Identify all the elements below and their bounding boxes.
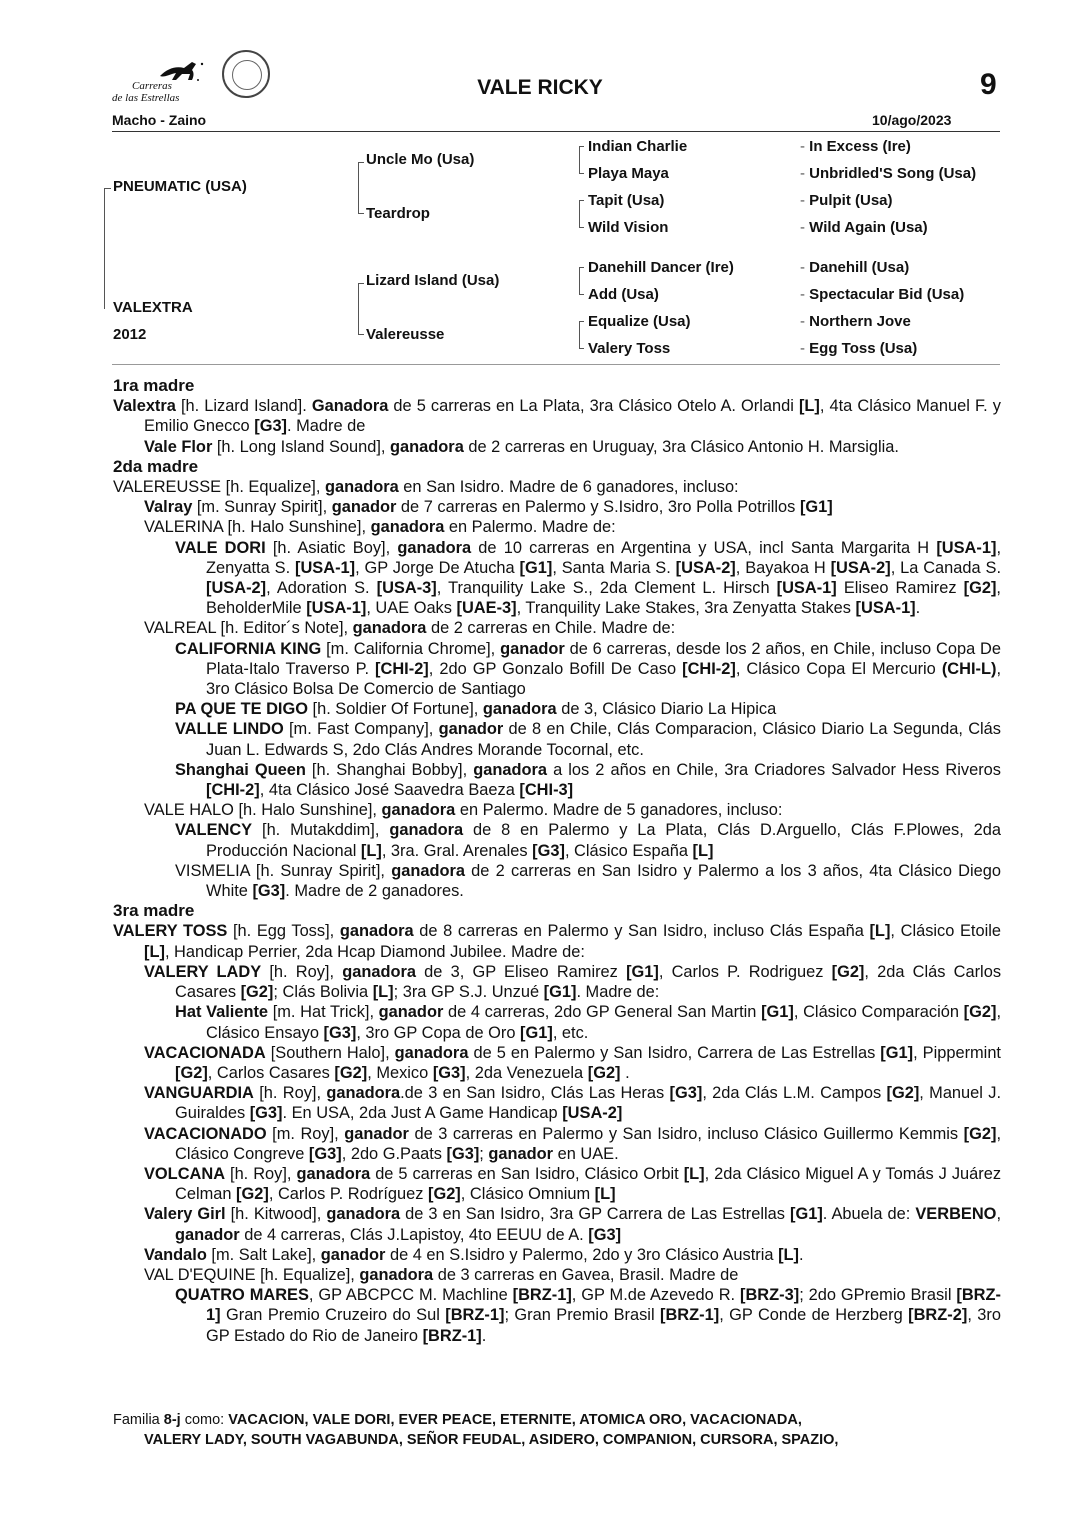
record-text: de 3, GP Eliseo Ramirez bbox=[416, 962, 627, 981]
emphasis-text: VALERY LADY bbox=[144, 962, 262, 981]
emphasis-text: 1ra madre bbox=[113, 376, 195, 395]
emphasis-text: VALLE LINDO bbox=[175, 720, 284, 739]
record-text: . Madre de bbox=[287, 417, 366, 436]
emphasis-text: PA QUE TE DIGO bbox=[175, 700, 308, 719]
record-paragraph bbox=[113, 1002, 1001, 1042]
emphasis-text: ganadora bbox=[326, 1084, 401, 1103]
record-text: VAL D'EQUINE [h. Equalize], bbox=[144, 1265, 360, 1284]
emphasis-text: ganador bbox=[320, 1245, 386, 1264]
record-text: , Zenyatta S. bbox=[206, 538, 1001, 577]
record-text: de 10 carreras en Argentina y USA, incl Santa Margarita H bbox=[471, 538, 937, 557]
record-text: , bbox=[996, 1205, 1001, 1224]
record-text: , Pippermint bbox=[913, 1043, 1001, 1062]
record-text: , Clásico Omnium bbox=[460, 1185, 595, 1204]
emphasis-text: [BRZ-1] bbox=[422, 1326, 482, 1345]
record-text: de 5 en Palermo y San Isidro, Carrera de Las Estrellas bbox=[468, 1043, 881, 1062]
record-text: , Clásico España bbox=[564, 841, 693, 860]
record-text: de 4 carreras, Clás J.Lapistoy, 4to EEUU de A. bbox=[239, 1225, 589, 1244]
emphasis-text: VALERY TOSS bbox=[113, 922, 228, 941]
emphasis-text: [USA-2] bbox=[562, 1104, 623, 1123]
emphasis-text: [BRZ-1] bbox=[445, 1306, 505, 1325]
record-text: VALE HALO [h. Halo Sunshine], bbox=[144, 801, 382, 820]
record-text: de 4 carreras, 2do GP General San Martin bbox=[443, 1003, 762, 1022]
record-text: , Carlos P. Rodriguez bbox=[658, 962, 832, 981]
emphasis-text: [G3] bbox=[249, 1104, 283, 1123]
emphasis-text: [G2] bbox=[963, 1003, 997, 1022]
emphasis-text: [USA-2] bbox=[206, 579, 267, 598]
logo-text-line: Carreras bbox=[132, 80, 172, 92]
record-paragraph bbox=[113, 618, 1001, 638]
record-text: [h. Roy], bbox=[253, 1084, 327, 1103]
pedigree-gen4: In Excess (Ire) bbox=[809, 138, 911, 155]
pedigree-gen3: Add (Usa) bbox=[588, 286, 659, 303]
emphasis-text: [G2] bbox=[427, 1185, 461, 1204]
emphasis-text: [G1] bbox=[799, 498, 833, 517]
record-text: , BeholderMile bbox=[206, 579, 1001, 618]
record-paragraph bbox=[113, 1204, 1001, 1244]
record-text: [h. Shanghai Bobby], bbox=[305, 760, 474, 779]
record-paragraph bbox=[113, 760, 1001, 800]
record-text: , La Canada S. bbox=[890, 558, 1001, 577]
record-text: [h. Mutakddim], bbox=[252, 821, 390, 840]
emphasis-text: Ganadora bbox=[311, 397, 389, 416]
emphasis-text: VOLCANA bbox=[144, 1164, 226, 1183]
emphasis-text: ganadora bbox=[370, 518, 445, 537]
record-paragraph bbox=[113, 538, 1001, 619]
emphasis-text: ganador bbox=[438, 720, 504, 739]
record-text: , 2da Clásico Miguel A y Tomás J Juárez Celman bbox=[175, 1164, 1002, 1204]
dam-year: 2012 bbox=[113, 326, 147, 343]
emphasis-text: Vandalo bbox=[144, 1245, 207, 1264]
pedigree-gen2: Lizard Island (Usa) bbox=[366, 272, 500, 289]
bracket bbox=[579, 321, 584, 349]
emphasis-text: [G3] bbox=[308, 1144, 342, 1163]
record-text: [h. Asiatic Boy], bbox=[265, 538, 398, 557]
emphasis-text: VACACIONADO bbox=[144, 1124, 267, 1143]
record-paragraph bbox=[113, 962, 1001, 1002]
emphasis-text: VALENCY bbox=[175, 821, 253, 840]
emphasis-text: ganador bbox=[175, 1225, 240, 1244]
record-text: , Manuel J. Guiraldes bbox=[175, 1084, 1001, 1123]
pedigree-gen2: Uncle Mo (Usa) bbox=[366, 151, 475, 168]
record-text: en Palermo. Madre de 5 ganadores, incluso: bbox=[455, 801, 783, 820]
record-text: , etc. bbox=[552, 1023, 589, 1042]
emphasis-text: [BRZ-2] bbox=[908, 1306, 968, 1325]
bracket bbox=[358, 283, 364, 335]
record-text: , Clásico Comparación bbox=[793, 1003, 964, 1022]
emphasis-text: [L] bbox=[692, 841, 714, 860]
familia-footer bbox=[113, 1410, 1013, 1450]
pedigree-gen3: Danehill Dancer (Ire) bbox=[588, 259, 734, 276]
emphasis-text: [USA-1] bbox=[936, 538, 997, 557]
emphasis-text: ganadora bbox=[482, 700, 557, 719]
emphasis-text: [USA-2] bbox=[830, 558, 891, 577]
emphasis-text: Valery Girl bbox=[144, 1205, 226, 1224]
bracket bbox=[579, 267, 584, 295]
record-paragraph bbox=[113, 719, 1001, 759]
record-text: , Carlos Casares bbox=[207, 1063, 335, 1082]
record-text: , 2do GP Gonzalo Bofill De Caso bbox=[428, 659, 683, 678]
emphasis-text: Vale Flor bbox=[144, 437, 213, 456]
divider bbox=[112, 364, 1000, 365]
emphasis-text: [BRZ-3] bbox=[740, 1286, 800, 1305]
emphasis-text: VACACIONADA bbox=[144, 1043, 266, 1062]
page-title: VALE RICKY bbox=[477, 76, 603, 99]
record-text: , GP Jorge De Atucha bbox=[355, 558, 520, 577]
record-paragraph bbox=[113, 1043, 1001, 1083]
record-text: . En USA, 2da Just A Game Handicap bbox=[282, 1104, 563, 1123]
emphasis-text: [L] bbox=[683, 1164, 705, 1183]
record-text: , Santa Maria S. bbox=[552, 558, 676, 577]
record-paragraph bbox=[113, 1083, 1001, 1123]
sex-color: Macho - Zaino bbox=[112, 112, 207, 128]
record-text: [Southern Halo], bbox=[265, 1043, 395, 1062]
record-text: [h. Lizard Island]. bbox=[175, 397, 312, 416]
sire: PNEUMATIC (USA) bbox=[113, 178, 247, 195]
record-text: , Bayakoa H bbox=[735, 558, 831, 577]
emphasis-text: ganador bbox=[488, 1144, 554, 1163]
emphasis-text: [G1] bbox=[520, 1023, 553, 1042]
record-text: . bbox=[620, 1063, 630, 1082]
record-paragraph bbox=[113, 517, 1001, 537]
record-text: de 6 carreras, desde los 2 años, en Chile, incluso Copa De Plata-Italo Traverso P. bbox=[206, 639, 1001, 678]
emphasis-text: VALE DORI bbox=[175, 538, 266, 557]
emphasis-text: [G2] bbox=[587, 1063, 621, 1082]
emphasis-text: QUATRO MARES bbox=[175, 1286, 309, 1305]
record-text: de 8 en Palermo y La Plata, Clás D.Arguello, Clás F.Plowes, 2da Producción Nacional bbox=[206, 821, 1001, 860]
record-text: . bbox=[799, 1245, 804, 1264]
record-text: de 7 carreras en Palermo y S.Isidro, 3ro Polla Potrillos bbox=[396, 498, 800, 517]
record-text: , GP ABCPCC M. Machline bbox=[308, 1286, 513, 1305]
record-text: [h. Long Island Sound], bbox=[212, 437, 391, 456]
emphasis-text: Valextra bbox=[113, 397, 176, 416]
record-text: , Clásico Ensayo bbox=[206, 1003, 1001, 1042]
record-text: , Clásico Copa El Mercurio bbox=[735, 659, 942, 678]
familia-line: VALERY LADY, SOUTH VAGABUNDA, SEÑOR FEUDAL, ASIDERO, COMPANION, CURSORA, SPAZIO, bbox=[144, 1432, 839, 1448]
pedigree-gen3: Wild Vision bbox=[588, 219, 669, 236]
pedigree-gen3: Tapit (Usa) bbox=[588, 192, 665, 209]
emphasis-text: [G2] bbox=[963, 1124, 997, 1143]
record-text: , 2da Clás Carlos Casares bbox=[175, 962, 1002, 1002]
emphasis-text: [CHI-2] bbox=[206, 781, 260, 800]
emphasis-text: Shanghai Queen bbox=[175, 760, 306, 779]
emphasis-text: VANGUARDIA bbox=[144, 1084, 254, 1103]
family-record bbox=[113, 376, 1001, 1346]
pedigree-gen4: Pulpit (Usa) bbox=[809, 192, 893, 209]
emphasis-text: [USA-1] bbox=[776, 579, 837, 598]
record-text: [m. Sunray Spirit], bbox=[192, 498, 332, 517]
record-text: Eliseo Ramirez bbox=[836, 579, 964, 598]
record-text: . bbox=[481, 1326, 487, 1345]
record-text: , Carlos P. Rodríguez bbox=[268, 1185, 428, 1204]
record-paragraph bbox=[113, 1285, 1001, 1346]
pedigree-gen3: Playa Maya bbox=[588, 165, 669, 182]
record-text: , Clásico Congreve bbox=[175, 1124, 1001, 1163]
record-text: [h. Roy], bbox=[261, 962, 343, 981]
emphasis-text: [BRZ-1] bbox=[660, 1306, 720, 1325]
record-text: de 2 carreras en Uruguay, 3ra Clásico Antonio H. Marsiglia. bbox=[463, 437, 899, 456]
emphasis-text: ganadora bbox=[381, 801, 456, 820]
record-text: VALERINA [h. Halo Sunshine], bbox=[144, 518, 371, 537]
emphasis-text: [G3] bbox=[252, 882, 286, 901]
record-text: VALEREUSSE [h. Equalize], bbox=[113, 478, 325, 497]
record-paragraph bbox=[113, 1124, 1001, 1164]
record-text: ; 2do GPremio Brasil bbox=[799, 1286, 957, 1305]
record-paragraph bbox=[113, 861, 1001, 901]
record-text: , 3ro GP Estado do Rio de Janeiro bbox=[206, 1306, 1001, 1345]
emphasis-text: [G1] bbox=[761, 1003, 794, 1022]
record-paragraph bbox=[113, 820, 1001, 860]
record-text: [m. Fast Company], bbox=[283, 720, 439, 739]
record-text: .de 3 en San Isidro, Clás Las Heras bbox=[400, 1084, 670, 1103]
emphasis-text: [USA-1] bbox=[306, 599, 367, 618]
record-text: [m. Salt Lake], bbox=[206, 1245, 321, 1264]
record-text: , 4ta Clásico Manuel F. y Emilio Gnecco bbox=[144, 397, 1001, 436]
record-text: , Tranquility Lake Stakes, 3ra Zenyatta Stakes bbox=[516, 599, 856, 618]
record-text: , 4ta Clásico José Saavedra Baeza bbox=[259, 781, 520, 800]
emphasis-text: [USA-3] bbox=[376, 579, 437, 598]
emphasis-text: [CHI-2] bbox=[375, 659, 429, 678]
familia-como: como: bbox=[184, 1412, 225, 1428]
record-text: , 3ro GP Copa de Oro bbox=[356, 1023, 521, 1042]
record-text: en UAE. bbox=[553, 1144, 619, 1163]
record-text: de 3, Clásico Diario La Hipica bbox=[556, 700, 777, 719]
emphasis-text: [G2] bbox=[831, 962, 865, 981]
emphasis-text: [G2] bbox=[963, 579, 997, 598]
record-text: [m. Hat Trick], bbox=[268, 1003, 379, 1022]
record-text: . Abuela de: bbox=[822, 1205, 916, 1224]
record-paragraph bbox=[113, 437, 1001, 457]
emphasis-text: [G2] bbox=[175, 1063, 208, 1082]
bracket bbox=[579, 200, 584, 228]
emphasis-text: CALIFORNIA KING bbox=[175, 639, 322, 658]
record-paragraph bbox=[113, 1265, 1001, 1285]
record-paragraph bbox=[113, 699, 1001, 719]
pedigree-gen3: Valery Toss bbox=[588, 340, 671, 357]
record-text: de 8 en Chile, Clás Comparacion, Clásico Diario La Segunda, Clás Juan L. Edwards S, 2do Clás Andres Morande Tocornal, etc. bbox=[206, 720, 1001, 759]
record-text: de 8 carreras en Palermo y San Isidro, incluso Clás España bbox=[413, 922, 870, 941]
bracket bbox=[358, 162, 364, 214]
record-text: Gran Premio Cruzeiro do Sul bbox=[220, 1306, 446, 1325]
emphasis-text: ganadora bbox=[296, 1164, 371, 1183]
emphasis-text: Valray bbox=[144, 498, 193, 517]
emphasis-text: ganadora bbox=[397, 538, 472, 557]
record-text: [h. Kitwood], bbox=[225, 1205, 327, 1224]
emphasis-text: [L] bbox=[798, 397, 820, 416]
date: 10/ago/2023 bbox=[872, 112, 952, 128]
record-text: , 3ro Clásico Bolsa De Comercio de Santiago bbox=[206, 659, 1002, 699]
record-text: en Palermo. Madre de: bbox=[444, 518, 616, 537]
emphasis-text: 2da madre bbox=[113, 456, 199, 476]
emphasis-text: [G3] bbox=[323, 1023, 357, 1042]
emphasis-text: [G2] bbox=[886, 1084, 920, 1103]
emphasis-text: [G3] bbox=[254, 417, 288, 436]
emphasis-text: ganadora bbox=[324, 478, 399, 497]
pedigree-gen4: Unbridled'S Song (Usa) bbox=[809, 165, 977, 182]
emphasis-text: [CHI-2] bbox=[682, 659, 736, 678]
record-text: , 2da Clás L.M. Campos bbox=[702, 1084, 887, 1103]
record-text: [h. Soldier Of Fortune], bbox=[307, 700, 483, 719]
record-text: de 2 carreras en San Isidro y Palermo a los 3 años, 4ta Clásico Diego White bbox=[206, 861, 1002, 901]
emphasis-text: [L] bbox=[144, 942, 165, 961]
emphasis-text: VERBENO bbox=[915, 1205, 997, 1224]
emphasis-text: ganadora bbox=[342, 962, 416, 981]
record-text: . Madre de: bbox=[576, 983, 660, 1002]
emphasis-text: ganadora bbox=[390, 437, 464, 456]
emphasis-text: Hat Valiente bbox=[175, 1003, 269, 1022]
record-text: VALREAL [h. Editor´s Note], bbox=[144, 619, 353, 638]
emphasis-text: ganadora bbox=[359, 1265, 434, 1284]
pedigree-gen2: Valereusse bbox=[366, 326, 445, 343]
pedigree-gen3: Indian Charlie bbox=[588, 138, 688, 155]
emphasis-text: [G3] bbox=[669, 1084, 703, 1103]
pedigree-gen3: Equalize (Usa) bbox=[588, 313, 691, 330]
record-text: de 2 carreras en Chile. Madre de: bbox=[426, 619, 676, 638]
record-text: , 2da Venezuela bbox=[465, 1063, 588, 1082]
pedigree-gen4: Spectacular Bid (Usa) bbox=[809, 286, 965, 303]
record-paragraph bbox=[113, 639, 1001, 700]
emphasis-text: [G1] bbox=[790, 1205, 823, 1224]
emphasis-text: (CHI-L) bbox=[941, 659, 997, 678]
emphasis-text: [USA-1] bbox=[295, 558, 356, 577]
emphasis-text: [L] bbox=[869, 922, 891, 941]
record-text: de 4 en S.Isidro y Palermo, 2do y 3ro Clásico Austria bbox=[385, 1245, 779, 1264]
record-text: , 2do G.Paats bbox=[341, 1144, 447, 1163]
logo-text-line: de las Estrellas bbox=[112, 92, 180, 104]
emphasis-text: [L] bbox=[372, 983, 394, 1002]
emphasis-text: [L] bbox=[778, 1245, 799, 1264]
emphasis-text: [L] bbox=[360, 841, 382, 860]
emphasis-text: [BRZ-1] bbox=[512, 1286, 572, 1305]
emphasis-text: [UAE-3] bbox=[456, 599, 517, 618]
emphasis-text: 3ra madre bbox=[113, 901, 195, 921]
emphasis-text: [G3] bbox=[432, 1063, 466, 1082]
record-text: de 3 carreras en Gavea, Brasil. Madre de bbox=[433, 1265, 739, 1284]
record-text: ; Clás Bolivia bbox=[273, 983, 373, 1002]
emphasis-text: ganadora bbox=[352, 619, 427, 638]
lot-number: 9 bbox=[980, 68, 997, 101]
emphasis-text: ganador bbox=[378, 1003, 444, 1022]
emphasis-text: [BRZ-1] bbox=[206, 1286, 1001, 1325]
record-text: . bbox=[915, 599, 921, 618]
emphasis-text: [G1] bbox=[626, 962, 659, 981]
bracket bbox=[104, 188, 111, 309]
record-text: , Clásico Etoile bbox=[890, 922, 1001, 941]
record-text: [m. California Chrome], bbox=[321, 639, 501, 658]
record-text: , UAE Oaks bbox=[366, 599, 457, 618]
record-text: en San Isidro. Madre de 6 ganadores, incluso: bbox=[398, 478, 739, 497]
record-text: , 3ra. Gral. Arenales bbox=[381, 841, 533, 860]
emphasis-text: [G2] bbox=[236, 1185, 269, 1204]
emphasis-text: [CHI-3] bbox=[519, 781, 574, 800]
familia-label: Familia bbox=[113, 1412, 160, 1428]
emphasis-text: [G2] bbox=[334, 1063, 368, 1082]
record-text: , Mexico bbox=[367, 1063, 433, 1082]
record-text: [h. Roy], bbox=[225, 1164, 297, 1183]
emphasis-text: [L] bbox=[594, 1185, 616, 1204]
section-heading bbox=[113, 901, 1001, 921]
pedigree-gen4: Danehill (Usa) bbox=[809, 259, 910, 276]
emphasis-text: [USA-1] bbox=[855, 599, 916, 618]
record-text: VISMELIA [h. Sunray Spirit], bbox=[175, 861, 392, 880]
record-text: ; Gran Premio Brasil bbox=[504, 1306, 660, 1325]
record-text: ; 3ra GP S.J. Unzué bbox=[393, 983, 544, 1002]
record-text: , Tranquility Lake S., 2da Clement L. Hirsch bbox=[436, 579, 777, 598]
emphasis-text: ganadora bbox=[389, 821, 464, 840]
record-paragraph bbox=[113, 1245, 1001, 1265]
emphasis-text: ganadora bbox=[391, 861, 465, 880]
record-text: , GP M.de Azevedo R. bbox=[571, 1286, 740, 1305]
emphasis-text: [G1] bbox=[543, 983, 577, 1002]
record-text: , Adoration S. bbox=[266, 579, 377, 598]
record-text: de 3 en San Isidro, 3ra GP Carrera de Las Estrellas bbox=[400, 1205, 790, 1224]
record-paragraph bbox=[113, 1164, 1001, 1204]
section-heading bbox=[113, 457, 1001, 477]
record-text: a los 2 años en Chile, 3ra Criadores Salvador Hess Riveros bbox=[547, 760, 1001, 779]
pedigree-gen2: Teardrop bbox=[366, 205, 430, 222]
emphasis-text: ganadora bbox=[326, 1205, 401, 1224]
emphasis-text: ganadora bbox=[473, 760, 547, 779]
emphasis-text: ganadora bbox=[339, 922, 414, 941]
emphasis-text: [G1] bbox=[880, 1043, 914, 1062]
divider bbox=[112, 131, 1000, 132]
emphasis-text: [USA-2] bbox=[675, 558, 736, 577]
dam: VALEXTRA bbox=[113, 299, 193, 316]
record-paragraph bbox=[113, 800, 1001, 820]
familia-code: 8-j bbox=[163, 1412, 181, 1428]
pedigree-gen4: Wild Again (Usa) bbox=[809, 219, 928, 236]
record-text: , GP Conde de Herzberg bbox=[719, 1306, 909, 1325]
record-text: de 5 carreras en San Isidro, Clásico Orbit bbox=[370, 1164, 684, 1183]
emphasis-text: [G3] bbox=[446, 1144, 480, 1163]
record-paragraph bbox=[113, 396, 1001, 436]
section-heading bbox=[113, 376, 1001, 396]
record-text: de 3 carreras en Palermo y San Isidro, incluso Clásico Guillermo Kemmis bbox=[408, 1124, 964, 1143]
record-text: ; bbox=[479, 1144, 489, 1163]
emphasis-text: [G2] bbox=[240, 983, 274, 1002]
emphasis-text: [G1] bbox=[519, 558, 553, 577]
record-paragraph bbox=[113, 477, 1001, 497]
emphasis-text: ganadora bbox=[394, 1043, 469, 1062]
record-text: [h. Egg Toss], bbox=[227, 922, 340, 941]
record-text: [m. Roy], bbox=[266, 1124, 345, 1143]
record-paragraph bbox=[113, 921, 1001, 961]
pedigree-gen4: Egg Toss (Usa) bbox=[809, 340, 918, 357]
emphasis-text: ganador bbox=[331, 498, 397, 517]
emphasis-text: ganador bbox=[500, 639, 565, 658]
bracket bbox=[579, 146, 584, 174]
emphasis-text: [G3] bbox=[588, 1225, 622, 1244]
familia-line: VACACION, VALE DORI, EVER PEACE, ETERNITE, ATOMICA ORO, VACACIONADA, bbox=[228, 1412, 802, 1428]
record-paragraph bbox=[113, 497, 1001, 517]
pedigree-gen4: Northern Jove bbox=[809, 313, 911, 330]
record-text: . Madre de 2 ganadores. bbox=[285, 882, 464, 901]
emphasis-text: ganador bbox=[344, 1124, 409, 1143]
emphasis-text: [G3] bbox=[532, 841, 565, 860]
record-text: de 5 carreras en La Plata, 3ra Clásico Otelo A. Orlandi bbox=[388, 397, 799, 416]
record-text: , Handicap Perrier, 2da Hcap Diamond Jubilee. Madre de: bbox=[164, 942, 585, 961]
